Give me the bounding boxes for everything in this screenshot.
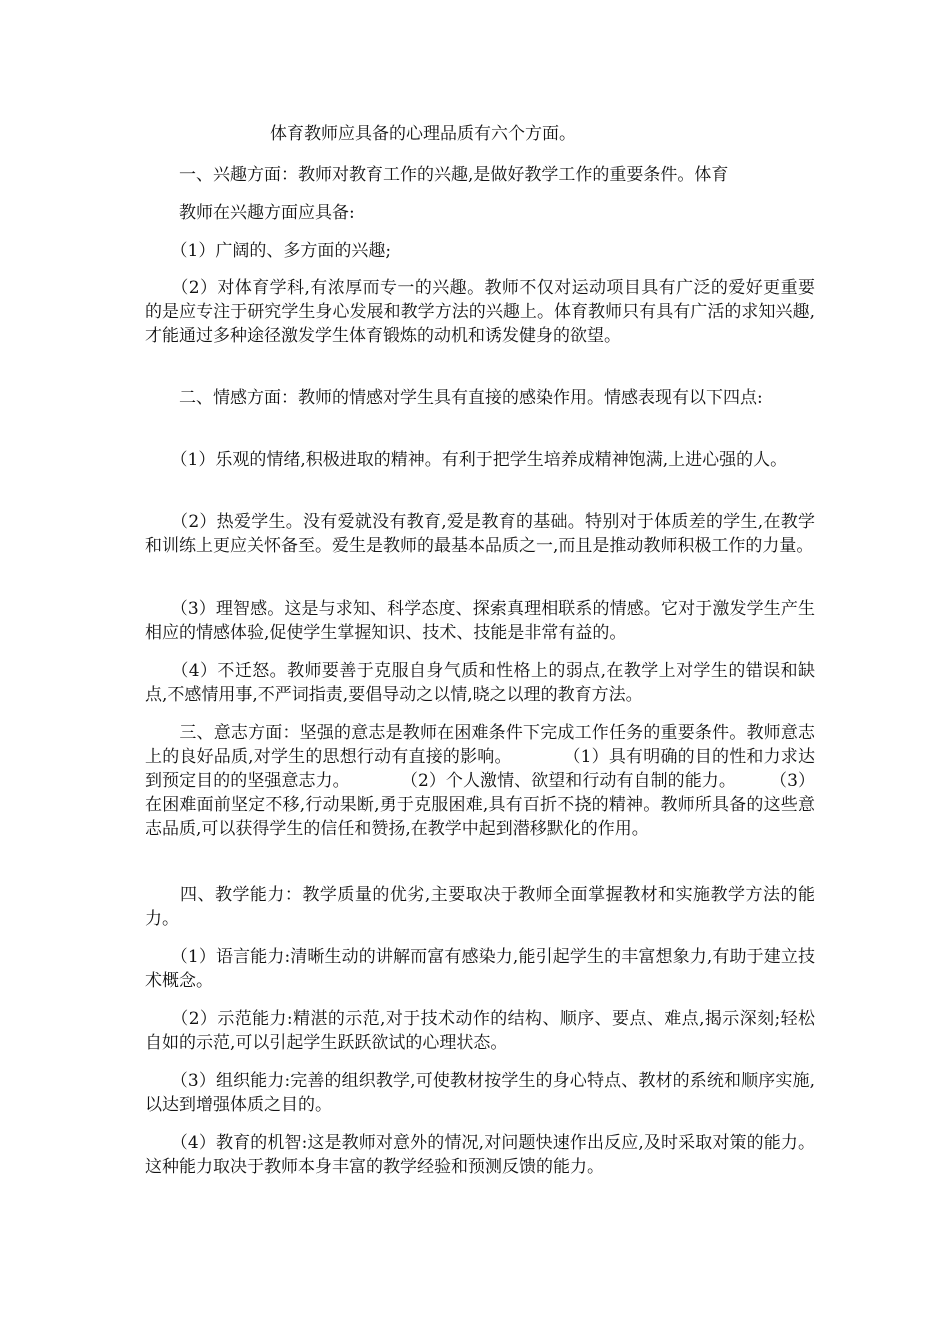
paragraph-teaching-1: （1）语言能力:清晰生动的讲解而富有感染力,能引起学生的丰富想象力,有助于建立技术概念。 xyxy=(145,947,815,991)
document-title: 体育教师应具备的心理品质有六个方面。 xyxy=(270,124,576,144)
paragraph-emotion-1: （1）乐观的情绪,积极进取的精神。有利于把学生培养成精神饱满,上进心强的人。 xyxy=(145,450,788,470)
paragraph-teaching-intro: 四、教学能力：教学质量的优劣,主要取决于教师全面掌握教材和实施教学方法的能力。 xyxy=(145,885,815,929)
paragraph-emotion-2: （2）热爱学生。没有爱就没有教育,爱是教育的基础。特别对于体质差的学生,在教学和训练上更应关怀备至。爱生是教师的最基本品质之一,而且是推动教师积极工作的力量。 xyxy=(145,512,815,556)
paragraph-emotion-3: （3）理智感。这是与求知、科学态度、探索真理相联系的情感。它对于激发学生产生相应的情感体验,促使学生掌握知识、技术、技能是非常有益的。 xyxy=(145,599,815,643)
paragraph-teaching-3: （3）组织能力:完善的组织教学,可使教材按学生的身心特点、教材的系统和顺序实施,以达到增强体质之目的。 xyxy=(145,1071,815,1115)
paragraph-teaching-2: （2）示范能力:精湛的示范,对于技术动作的结构、顺序、要点、难点,揭示深刻;轻松自如的示范,可以引起学生跃跃欲试的心理状态。 xyxy=(145,1009,815,1053)
paragraph-emotion-4: （4）不迁怒。教师要善于克服自身气质和性格上的弱点,在教学上对学生的错误和缺点,不感情用事,不严词指责,要倡导动之以情,晓之以理的教育方法。 xyxy=(145,661,815,705)
paragraph-will: 三、意志方面：坚强的意志是教师在困难条件下完成工作任务的重要条件。教师意志上的良好品质,对学生的思想行动有直接的影响。 （1）具有明确的目的性和力求达到预定目的的坚强意志力。 （2）个人激情、欲望和行动有自制的能力。 （3）在困难面前坚定不移,行动果断,勇于克服困难,具有百折不挠的精神。教师所具备的这些意志品质,可以获得学生的信任和赞扬,在教学中起到潜移默化的作用。 xyxy=(145,723,815,839)
paragraph-emotion-intro: 二、情感方面：教师的情感对学生具有直接的感染作用。情感表现有以下四点: xyxy=(145,388,763,408)
paragraph-interest-2: （2）对体育学科,有浓厚而专一的兴趣。教师不仅对运动项目具有广泛的爱好更重要的是应专注于研究学生身心发展和教学方法的兴趣上。体育教师只有具有广活的求知兴趣,才能通过多种途径激发学生体育锻炼的动机和诱发健身的欲望。 xyxy=(145,278,815,346)
paragraph-teaching-4: （4）教育的机智:这是教师对意外的情况,对问题快速作出反应,及时采取对策的能力。这种能力取决于教师本身丰富的教学经验和预测反馈的能力。 xyxy=(145,1133,815,1177)
paragraph-interest-lead: 教师在兴趣方面应具备: xyxy=(145,203,355,223)
paragraph-interest-1: （1）广阔的、多方面的兴趣; xyxy=(145,241,392,261)
paragraph-interest-intro: 一、兴趣方面：教师对教育工作的兴趣,是做好教学工作的重要条件。体育 xyxy=(145,165,729,185)
